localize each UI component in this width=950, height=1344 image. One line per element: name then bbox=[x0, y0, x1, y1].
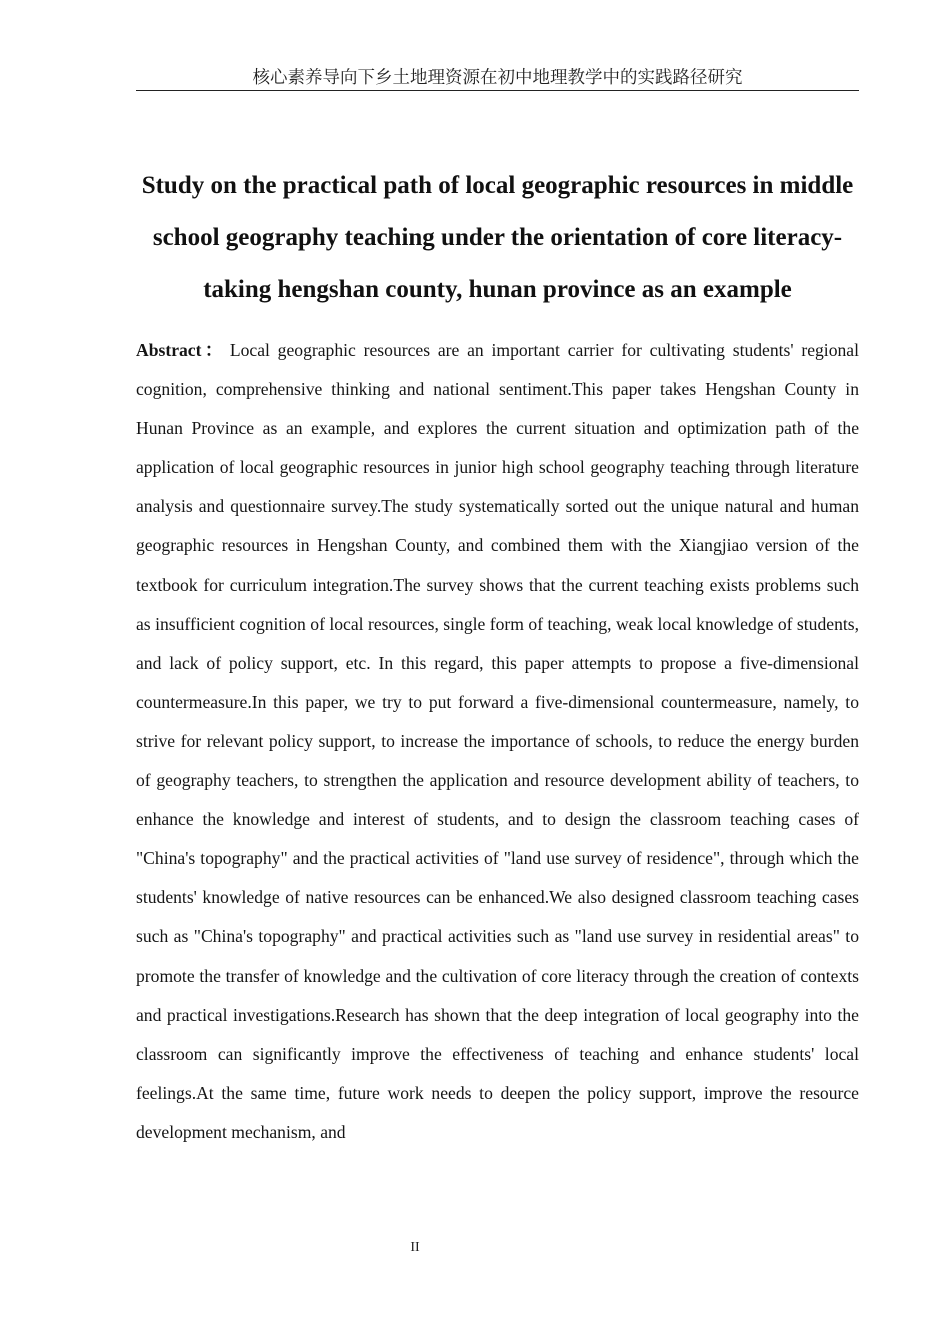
abstract-label: Abstract： bbox=[136, 340, 226, 360]
abstract-paragraph bbox=[136, 331, 859, 1152]
paper-title: Study on the practical path of local geographic resources in middle school geography teaching under the orientation of core literacy-taking hengshan county, hunan province as an example bbox=[141, 172, 854, 303]
running-header: 核心素养导向下乡土地理资源在初中地理教学中的实践路径研究 bbox=[136, 66, 859, 91]
page-number: II bbox=[410, 1240, 420, 1255]
abstract-body: Local geographic resources are an important carrier for cultivating students' regional cognition, comprehensive thinking and national sentiment.This paper takes Hengshan County in Hunan Province as an example, and explores the current situation and optimization path of the application of local geographic resources in junior high school geography teaching through literature analysis and questionnaire survey.The study systematically sorted out the unique natural and human geographic resources in Hengshan County, and combined them with the Xiangjiao version of the textbook for curriculum integration.The survey shows that the current teaching exists problems such as insufficient cognition of local resources, single form of teaching, weak local knowledge of students, and lack of policy support, etc. In this regard, this paper attempts to propose a five-dimensional countermeasure.In this paper, we try to put forward a five-dimensional countermeasure, namely, to strive for relevant policy support, to increase the importance of schools, to reduce the energy burden of geography teachers, to strengthen the application and resource development ability of teachers, to enhance the knowledge and interest of students, and to design the classroom teaching cases of "China's topography" and the practical activities of "land use survey of residence", through which the students' knowledge of native resources can be enhanced.We also designed classroom teaching cases such as "China's topography" and practical activities such as "land use survey in residential areas" to promote the transfer of knowledge and the cultivation of core literacy through the creation of contexts and practical investigations.Research has shown that the deep integration of local geography into the classroom can significantly improve the effectiveness of teaching and enhance students' local feelings.At the same time, future work needs to deepen the policy support, improve the resource development mechanism, and bbox=[136, 340, 859, 1142]
